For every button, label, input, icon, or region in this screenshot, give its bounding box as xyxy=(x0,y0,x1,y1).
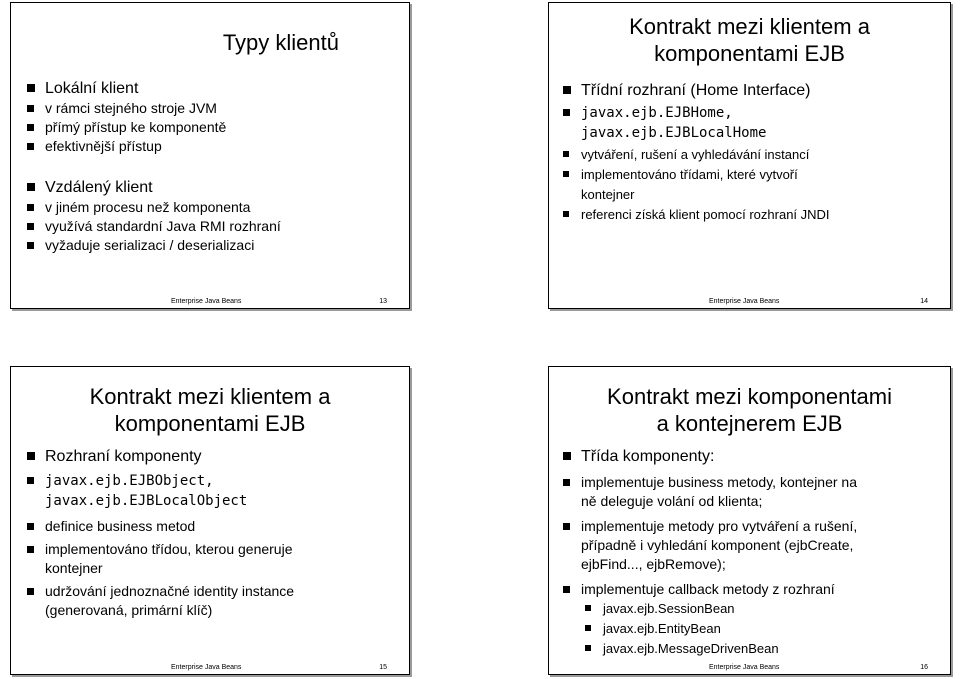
bullet-text: definice business metod xyxy=(45,518,196,534)
bullet-text: využívá standardní Java RMI rozhraní xyxy=(45,218,281,234)
list-item xyxy=(583,599,946,619)
page-number: 15 xyxy=(379,664,387,671)
list-item xyxy=(25,137,405,156)
slide-title: Typy klientů xyxy=(222,30,339,55)
bullet-text: Lokální klient xyxy=(45,80,139,97)
footer-label: Enterprise Java Beans xyxy=(171,664,242,671)
bullet-text: Vzdálený klient xyxy=(45,179,153,196)
list-item xyxy=(25,517,405,536)
bullet-text: implementuje callback metody z rozhraní xyxy=(581,581,835,597)
bullet-square-icon xyxy=(27,143,34,150)
bullet-square-icon xyxy=(563,479,570,486)
page-number: 14 xyxy=(920,298,928,305)
code-text: javax.ejb.EJBLocalObject xyxy=(45,493,248,509)
bullet-text: ejbFind..., ejbRemove); xyxy=(581,556,726,572)
list-item xyxy=(561,517,946,574)
list-item xyxy=(561,165,946,205)
bullet-component-interface xyxy=(25,447,405,467)
bullet-text: javax.ejb.SessionBean xyxy=(603,601,735,616)
slide-title xyxy=(11,383,409,437)
bullet-square-icon xyxy=(563,452,571,460)
code-text: javax.ejb.EJBHome, xyxy=(581,105,733,121)
bullet-text: javax.ejb.EntityBean xyxy=(603,621,721,636)
bullet-square-icon xyxy=(563,523,570,530)
slide-content xyxy=(561,445,946,659)
slide-content xyxy=(561,79,946,225)
bullet-text: implementováno třídami, které vytvoří xyxy=(581,167,798,182)
list-item xyxy=(25,540,405,578)
page-number: 16 xyxy=(920,664,928,671)
bullet-square-icon xyxy=(27,452,35,460)
title-line-1: Kontrakt mezi komponentami xyxy=(607,384,892,409)
slide-title xyxy=(549,13,950,67)
code-text: javax.ejb.EJBLocalHome xyxy=(581,125,767,141)
bullet-remote-client xyxy=(25,178,405,198)
bullet-text: Třídní rozhraní (Home Interface) xyxy=(581,82,811,99)
list-item xyxy=(25,99,405,118)
bullet-square-icon xyxy=(27,183,35,191)
bullet-text: ně deleguje volání od klienta; xyxy=(581,493,763,509)
footer-label: Enterprise Java Beans xyxy=(709,664,780,671)
bullet-square-icon xyxy=(585,625,591,631)
bullet-component-class xyxy=(561,447,946,467)
list-item xyxy=(25,217,405,236)
list-item xyxy=(25,582,405,620)
bullet-text: Rozhraní komponenty xyxy=(45,448,202,465)
list-item xyxy=(25,236,405,255)
bullet-square-icon xyxy=(27,477,34,484)
title-line-2: komponentami EJB xyxy=(654,41,845,66)
list-item xyxy=(561,473,946,511)
code-text: javax.ejb.EJBObject, xyxy=(45,473,214,489)
bullet-local-client xyxy=(25,79,405,99)
bullet-square-icon xyxy=(27,588,34,595)
footer-label: Enterprise Java Beans xyxy=(709,298,780,305)
bullet-square-icon xyxy=(27,124,34,131)
bullet-text: implementuje metody pro vytváření a rušení, xyxy=(581,518,858,534)
bullet-square-icon xyxy=(27,223,34,230)
bullet-square-icon xyxy=(27,204,34,211)
page-number: 13 xyxy=(379,298,387,305)
bullet-text: javax.ejb.MessageDrivenBean xyxy=(603,641,779,656)
list-item xyxy=(583,619,946,639)
slide-13 xyxy=(10,2,410,309)
slide-content xyxy=(25,77,405,255)
bullet-text: v rámci stejného stroje JVM xyxy=(45,100,217,116)
bullet-square-icon xyxy=(27,105,34,112)
bullet-square-icon xyxy=(563,109,570,116)
title-line-1: Kontrakt mezi klientem a xyxy=(89,384,331,409)
bullet-text: vyžaduje serializaci / deserializaci xyxy=(45,237,255,253)
slide-16 xyxy=(548,366,951,675)
list-item xyxy=(25,198,405,217)
list-item xyxy=(561,205,946,225)
bullet-square-icon xyxy=(27,242,34,249)
bullet-text: Třída komponenty: xyxy=(581,448,715,465)
list-item xyxy=(561,580,946,599)
title-line-2: a kontejnerem EJB xyxy=(656,411,843,436)
bullet-square-icon xyxy=(563,211,569,217)
bullet-square-icon xyxy=(27,546,34,553)
bullet-text: případně i vyhledání komponent (ejbCreate, xyxy=(581,537,854,553)
footer-label: Enterprise Java Beans xyxy=(171,298,242,305)
title-line-2: komponentami EJB xyxy=(114,411,306,436)
bullet-text: referenci získá klient pomocí rozhraní JNDI xyxy=(581,207,830,222)
bullet-square-icon xyxy=(563,171,569,177)
list-item xyxy=(561,145,946,165)
bullet-text: implementuje business metody, kontejner na xyxy=(581,474,858,490)
list-item xyxy=(25,118,405,137)
bullet-square-icon xyxy=(563,86,571,94)
list-item xyxy=(25,471,405,511)
slide-title xyxy=(549,383,950,437)
bullet-text: (generovaná, primární klíč) xyxy=(45,602,213,618)
bullet-square-icon xyxy=(585,605,591,611)
bullet-square-icon xyxy=(27,84,35,92)
bullet-text: kontejner xyxy=(581,187,635,202)
list-item xyxy=(583,639,946,659)
slide-14 xyxy=(548,2,951,309)
bullet-square-icon xyxy=(27,523,34,530)
bullet-square-icon xyxy=(585,645,591,651)
slide-content xyxy=(25,445,405,620)
bullet-text: kontejner xyxy=(45,560,103,576)
bullet-text: přímý přístup ke komponentě xyxy=(45,119,227,135)
bullet-text: udržování jednoznačné identity instance xyxy=(45,583,295,599)
bullet-text: implementováno třídou, kterou generuje xyxy=(45,541,293,557)
bullet-text: v jiném procesu než komponenta xyxy=(45,199,251,215)
bullet-square-icon xyxy=(563,151,569,157)
bullet-text: efektivnější přístup xyxy=(45,138,162,154)
list-item xyxy=(561,103,946,143)
title-line-1: Kontrakt mezi klientem a xyxy=(629,14,870,39)
slide-15 xyxy=(10,366,410,675)
bullet-text: vytváření, rušení a vyhledávání instancí xyxy=(581,147,810,162)
bullet-square-icon xyxy=(563,586,570,593)
bullet-home-interface xyxy=(561,81,946,101)
